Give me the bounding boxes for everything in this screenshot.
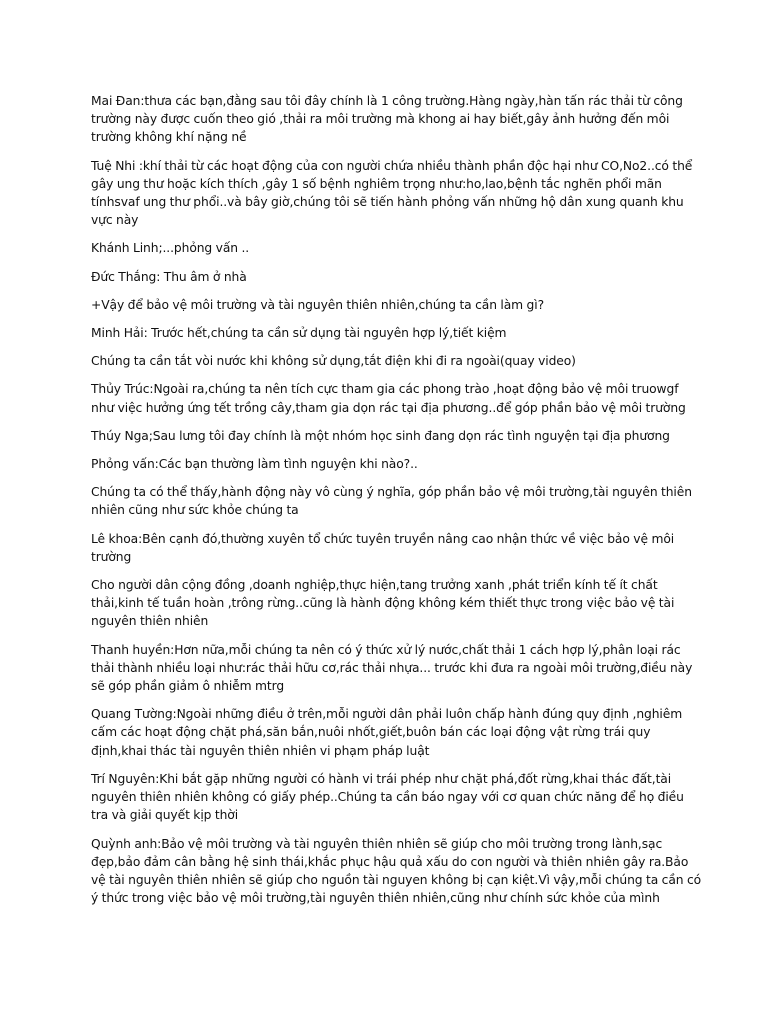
paragraph-tue-nhi: Tuệ Nhi :khí thải từ các hoạt động của con người chứa nhiều thành phần độc hại như CO,No2..có thể gây ung thư hoặc kích thích ,gây 1 số bệnh nghiêm trọng như:ho,lao,bệnh tắc nghẽn phổi mãn tínhsvaf ung thư phổi..và bây giờ,chúng tôi sẽ tiến hành phỏng vấn những hộ dân xung quanh khu vực này xyxy=(91,158,693,228)
paragraph-quynh-anh: Quỳnh anh:Bảo vệ môi trường và tài nguyên thiên nhiên sẽ giúp cho môi trường trong lành,sạc đẹp,bảo đảm cân bằng hệ sinh thái,khắc phục hậu quả xấu do con người và thiên nhiên gây ra.Bảo vệ tài nguyên thiên nhiên sẽ giúp cho nguồn tài nguyen không bị cạn kiệt.Vì vậy,mỗi chúng ta cần có ý thức trong việc bảo vệ môi trường,tài nguyên thiên nhiên,cũng như chính sức khỏe của mình xyxy=(91,836,702,906)
paragraph-minh-hai: Minh Hải: Trước hết,chúng ta cần sử dụng tài nguyên hợp lý,tiết kiệm xyxy=(91,326,507,341)
paragraph-thuy-truc: Thủy Trúc:Ngoài ra,chúng ta nên tích cực tham gia các phong trào ,hoạt động bảo vệ môi truowgf như việc hưởng ứng tết trồng cây,tham gia dọn rác tại địa phương..để góp phần bảo vệ môi trường xyxy=(91,382,686,415)
paragraph-mai-dan: Mai Đan:thưa các bạn,đằng sau tôi đây chính là 1 công trường.Hàng ngày,hàn tấn rác thải từ công trường này được cuốn theo gió ,thải ra môi trường mà khong ai hay biết,gây ảnh hưởng đến môi trường không khí nặng nề xyxy=(91,94,683,145)
paragraph-thanh-huyen: Thanh huyền:Hơn nữa,mỗi chúng ta nên có ý thức xử lý nước,chất thải 1 cách hợp lý,phân loại rác thải thành nhiều loại như:rác thải hữu cơ,rác thải nhựa... trước khi đưa ra ngoài môi trường,điều này sẽ góp phần giảm ô nhiễm mtrg xyxy=(91,642,693,694)
paragraph-question: +Vậy để bảo vệ môi trường và tài nguyên thiên nhiên,chúng ta cần làm gì? xyxy=(91,297,544,312)
paragraph-tri-nguyen: Trí Nguyên:Khi bắt gặp những người có hành vi trái phép như chặt phá,đốt rừng,khai thác đất,tài nguyên thiên nhiên không có giấy phép..Chúng ta cần báo ngay với cơ quan chức năng để họ điều tra và giải quyết kịp thời xyxy=(91,771,684,823)
paragraph-cho-nguoi-dan: Cho người dân cộng đồng ,doanh nghiệp,thực hiện,tang trưởng xanh ,phát triển kính tế ít chất thải,kinh tế tuần hoàn ,trông rừng..cũng là hành động không kém thiết thực trong việc bảo vệ tài nguyên thiên nhiên xyxy=(91,578,675,629)
paragraph-phong-van: Phỏng vấn:Các bạn thường làm tình nguyện khi nào?.. xyxy=(91,457,418,472)
paragraph-khanh-linh: Khánh Linh;...phỏng vấn .. xyxy=(91,241,250,256)
paragraph-thuy-nga: Thúy Nga;Sau lưng tôi đay chính là một nhóm học sinh đang dọn rác tình nguyện tại địa phương xyxy=(91,428,670,443)
paragraph-quang-tuong: Quang Tường:Ngoài những điều ở trên,mỗi người dân phải luôn chấp hành đúng quy định ,nghiêm cấm các hoạt động chặt phá,săn bắn,nuôi nhốt,giết,buôn bán các loại động vật rừng trái quy định,khai thác tài nguyên thiên nhiên vi phạm pháp luật xyxy=(91,707,683,758)
paragraph-chung-ta-co-the-thay: Chúng ta có thể thấy,hành động này vô cùng ý nghĩa, góp phần bảo vệ môi trường,tài nguyên thiên nhiên cũng như sức khỏe chúng ta xyxy=(91,485,692,518)
paragraph-tat-voi-nuoc: Chúng ta cần tắt vòi nước khi không sử dụng,tắt điện khi đi ra ngoài(quay video) xyxy=(91,354,576,369)
paragraph-le-khoa: Lê khoa:Bên cạnh đó,thường xuyên tổ chức tuyên truyền nâng cao nhận thức về việc bảo vệ môi trường xyxy=(91,531,675,564)
paragraph-duc-thang: Đức Thắng: Thu âm ở nhà xyxy=(91,269,247,284)
